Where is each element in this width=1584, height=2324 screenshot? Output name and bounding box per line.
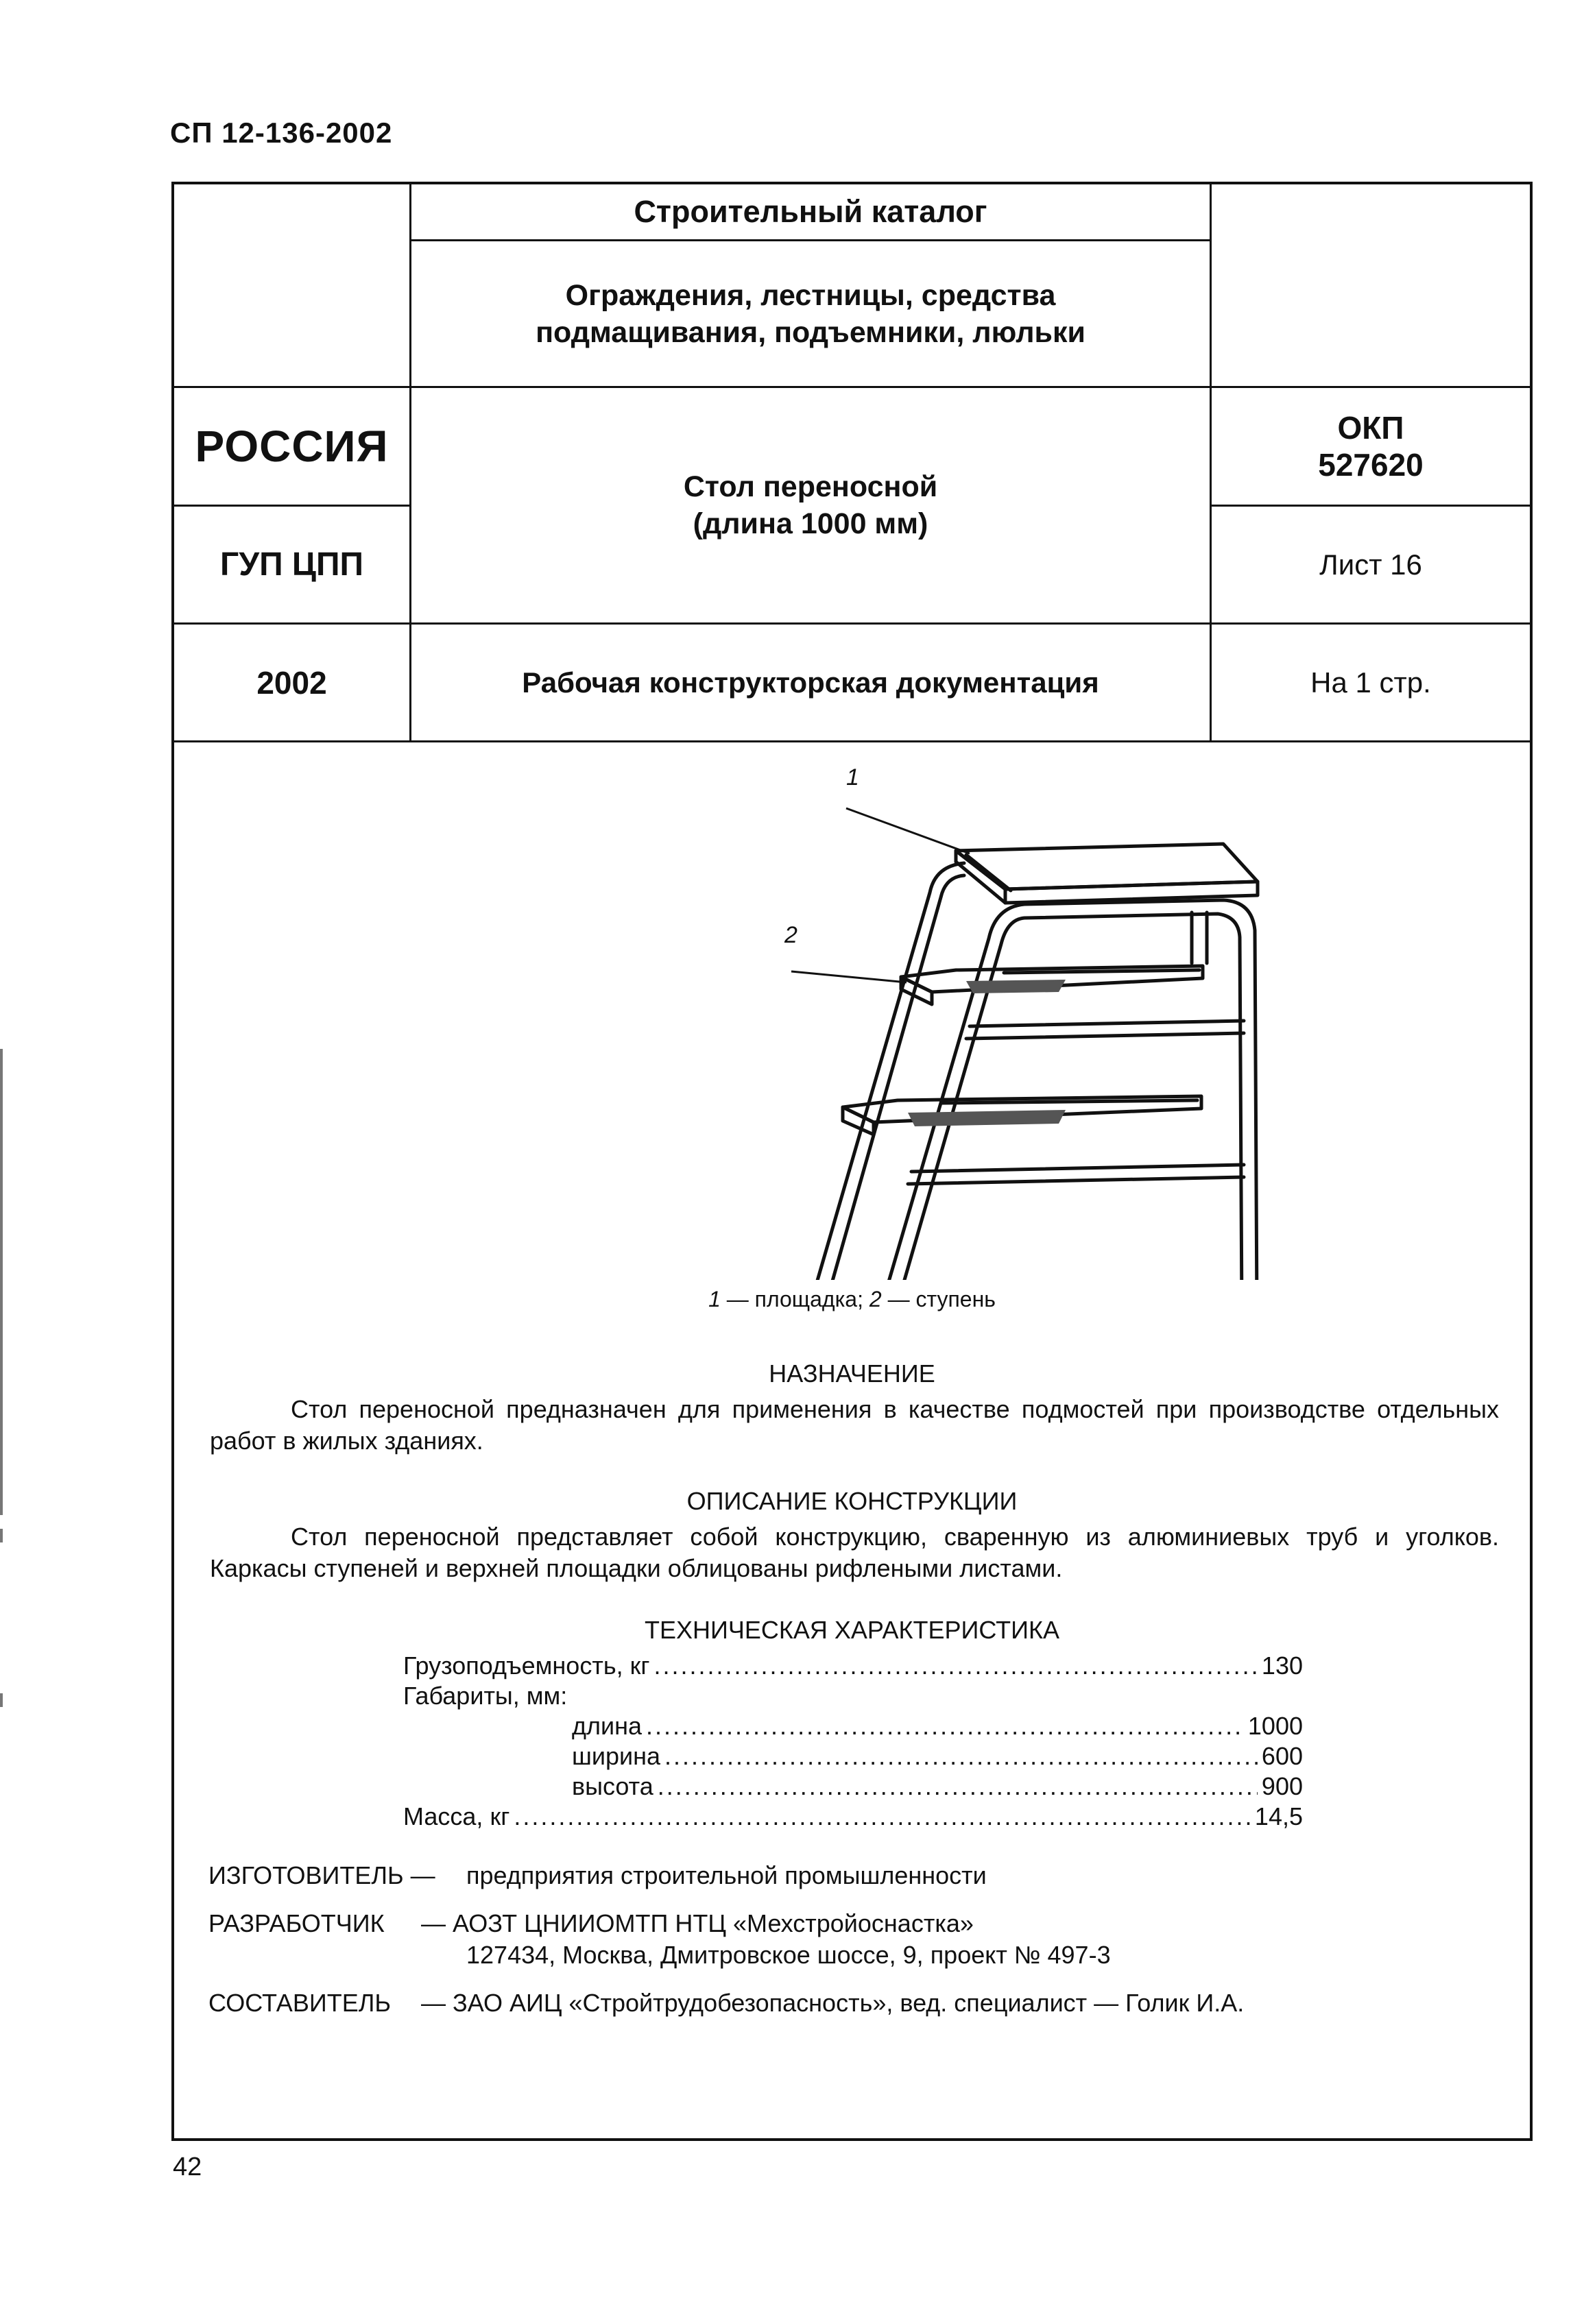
credit-label: РАЗРАБОТЧИК bbox=[208, 1909, 385, 1937]
scan-edge-mark bbox=[0, 1529, 3, 1542]
okp-code: 527620 bbox=[1318, 447, 1424, 483]
caption-text-2: — ступень bbox=[881, 1287, 996, 1311]
leader-dots bbox=[653, 1651, 1257, 1680]
credit-value: — АОЗТ ЦНИИОМТП НТЦ «Мехстройоснастка» bbox=[421, 1909, 974, 1937]
caption-number-1: 1 bbox=[708, 1287, 721, 1311]
credit-value: 127434, Москва, Дмитровское шоссе, 9, проект № 497-3 bbox=[466, 1941, 1111, 1969]
drawing-caption bbox=[174, 1287, 1530, 1312]
spec-label: длина bbox=[572, 1712, 643, 1740]
catalog-title: Строительный каталог bbox=[634, 194, 987, 229]
leader-dots bbox=[646, 1712, 1244, 1741]
catalog-section-line-1: Ограждения, лестницы, средства bbox=[565, 278, 1056, 312]
credit-value: предприятия строительной промышленности bbox=[466, 1861, 987, 1889]
construction-text: Стол переносной представляет собой конструкцию, сваренную из алюминиевых труб и уголков. Каркасы ступеней и верхней площадки облицованы рифлеными листами. bbox=[210, 1523, 1499, 1582]
spec-length bbox=[572, 1712, 1303, 1741]
document-code: СП 12-136-2002 bbox=[170, 117, 393, 149]
catalog-section-line-2: подмащивания, подъемники, люльки bbox=[536, 315, 1085, 349]
portable-step-table-illustration bbox=[586, 745, 1340, 1280]
product-name-line-2: (длина 1000 мм) bbox=[693, 507, 928, 540]
spec-label: Грузоподъемность, кг bbox=[403, 1651, 650, 1680]
caption-text-1: — площадка; bbox=[720, 1287, 869, 1311]
grid-divider bbox=[174, 740, 1530, 742]
spec-mass bbox=[403, 1802, 1303, 1831]
credit-label: ИЗГОТОВИТЕЛЬ — bbox=[208, 1861, 435, 1889]
spec-label: Масса, кг bbox=[403, 1802, 510, 1830]
spec-value: 600 bbox=[1261, 1742, 1303, 1770]
step-table-drawing bbox=[586, 745, 1340, 1307]
spec-value: 900 bbox=[1261, 1772, 1303, 1800]
callout-label-1: 1 bbox=[846, 764, 859, 790]
credit-value: — ЗАО АИЦ «Стройтрудобезопасность», вед. специалист — Голик И.А. bbox=[421, 1989, 1245, 2017]
catalog-sheet-frame bbox=[171, 182, 1533, 2141]
spec-load-capacity bbox=[403, 1651, 1303, 1680]
spec-label: ширина bbox=[572, 1742, 661, 1770]
spec-value: 14,5 bbox=[1254, 1802, 1303, 1830]
scan-edge-mark bbox=[0, 1693, 3, 1707]
header-grid bbox=[174, 184, 1530, 742]
leader-dots bbox=[664, 1742, 1258, 1771]
product-name-line-1: Стол переносной bbox=[683, 470, 938, 503]
country: РОССИЯ bbox=[195, 422, 389, 471]
spec-label: Габариты, мм: bbox=[403, 1682, 568, 1710]
sheet-body bbox=[174, 745, 1530, 2138]
leader-dots bbox=[514, 1802, 1251, 1831]
construction-heading: ОПИСАНИЕ КОНСТРУКЦИИ bbox=[686, 1487, 1018, 1515]
leader-dots bbox=[658, 1772, 1258, 1801]
spec-value: 1000 bbox=[1247, 1712, 1303, 1740]
okp-label: ОКП bbox=[1337, 410, 1404, 446]
callout-label-2: 2 bbox=[784, 922, 797, 948]
organization: ГУП ЦПП bbox=[220, 546, 363, 583]
specs-heading: ТЕХНИЧЕСКАЯ ХАРАКТЕРИСТИКА bbox=[644, 1616, 1060, 1644]
year: 2002 bbox=[256, 664, 327, 701]
spec-width bbox=[572, 1742, 1303, 1771]
scan-edge-mark bbox=[0, 1049, 3, 1515]
purpose-text: Стол переносной предназначен для применения в качестве подмостей при производстве отдельных работ в жилых зданиях. bbox=[210, 1395, 1499, 1455]
document-type: Рабочая конструкторская документация bbox=[522, 666, 1099, 699]
page-count: На 1 стр. bbox=[1310, 666, 1431, 699]
caption-number-2: 2 bbox=[869, 1287, 882, 1311]
spec-dimensions-heading bbox=[403, 1682, 567, 1710]
spec-value: 130 bbox=[1261, 1651, 1303, 1680]
credit-label: СОСТАВИТЕЛЬ bbox=[208, 1989, 391, 2017]
spec-height bbox=[572, 1772, 1303, 1801]
spec-label: высота bbox=[572, 1772, 653, 1800]
product-name bbox=[411, 388, 1210, 622]
purpose-heading: НАЗНАЧЕНИЕ bbox=[769, 1359, 935, 1388]
catalog-section bbox=[411, 241, 1210, 386]
sheet-number: Лист 16 bbox=[1319, 548, 1422, 581]
okp-code-block bbox=[1212, 388, 1530, 505]
page-number: 42 bbox=[173, 2153, 202, 2181]
